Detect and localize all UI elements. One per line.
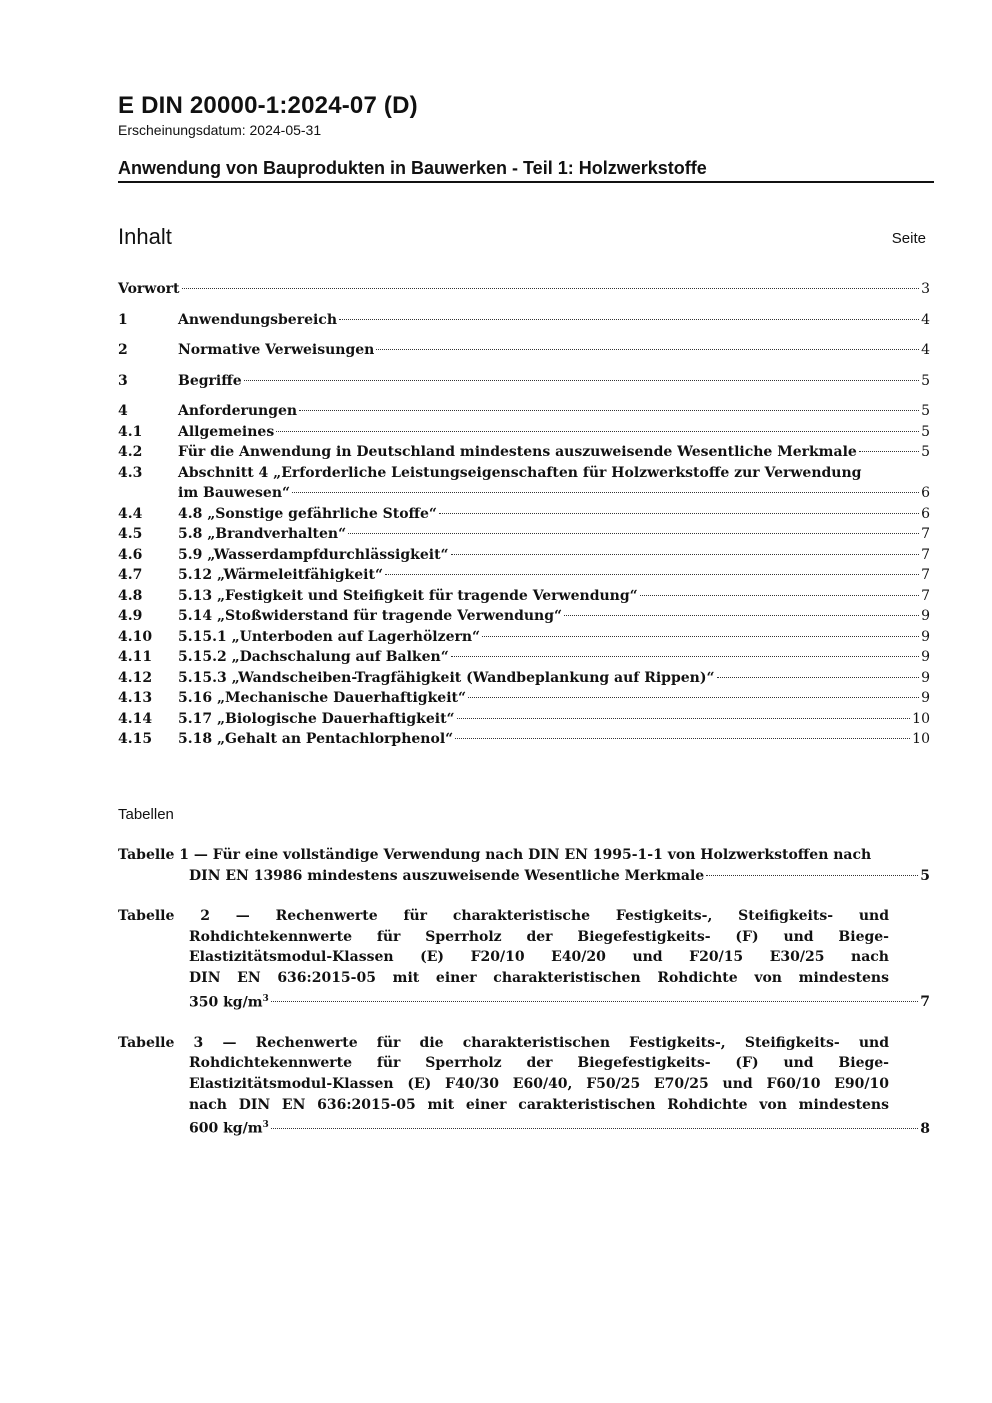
toc-entry[interactable] [118, 504, 930, 525]
leader-dots [640, 595, 919, 596]
table-entry-title-continued: DIN EN 636:2015-05 mit einer charakteristischen Rohdichte von mindestens [189, 969, 889, 986]
toc-entry[interactable] [118, 627, 930, 648]
toc-entry[interactable] [118, 606, 930, 627]
tables-heading: Tabellen [118, 806, 174, 823]
toc-entry[interactable] [118, 545, 930, 566]
leader-dots [348, 533, 919, 534]
leader-dots [292, 492, 919, 493]
table-entry-title-continued [189, 989, 269, 1013]
toc-entry-number: 4.6 [118, 546, 143, 563]
publication-date: Erscheinungsdatum: 2024-05-31 [118, 122, 322, 138]
toc-entry-number: 4.12 [118, 669, 153, 686]
table-entry-page: 7 [920, 994, 930, 1011]
leader-dots [244, 380, 919, 381]
toc-entry-title: 4.8 „Sonstige gefährliche Stoffe“ [178, 505, 437, 522]
table-entry-2[interactable] [118, 906, 930, 1013]
leader-dots [451, 554, 919, 555]
leader-dots [271, 1128, 918, 1129]
document-id: E DIN 20000-1:2024-07 (D) [118, 92, 418, 119]
leader-dots [717, 677, 920, 678]
toc-entry-number: 4.15 [118, 731, 153, 747]
toc-entry-title: 5.16 „Mechanische Dauerhaftigkeit“ [178, 690, 467, 706]
leader-dots [182, 288, 920, 289]
toc-entry-page: 5 [921, 423, 930, 440]
toc-entry[interactable] [118, 422, 930, 443]
toc-entry[interactable] [118, 371, 930, 392]
toc-entry-number: 4.8 [118, 587, 143, 604]
leader-dots [439, 513, 919, 514]
toc-entry-title: 5.17 „Biologische Dauerhaftigkeit“ [178, 710, 455, 727]
toc-entry[interactable] [118, 565, 930, 586]
toc-entry-page: 4 [921, 342, 930, 358]
table-entry-page: 8 [920, 1120, 930, 1137]
table-entry-title-continued [189, 1115, 269, 1139]
toc-entry-page: 5 [921, 372, 930, 389]
toc-entry-page: 9 [921, 669, 930, 686]
toc-entry-page: 9 [921, 628, 930, 645]
toc-entry-page: 10 [912, 710, 930, 727]
toc-entry-title: 5.18 „Gehalt an Pentachlorphenol“ [178, 731, 454, 747]
toc-entry-page: 5 [921, 403, 930, 419]
toc-entry[interactable] [118, 586, 930, 607]
toc-entry[interactable] [118, 340, 930, 361]
toc-entry-number: 4.13 [118, 690, 153, 706]
superscript: 3 [262, 1120, 269, 1131]
toc-entry-number: 4 [118, 403, 128, 419]
toc-entry[interactable] [118, 688, 930, 709]
table-entry-1[interactable] [118, 845, 930, 886]
toc-entry-number: 4.10 [118, 628, 153, 645]
toc-entry-page: 7 [921, 526, 930, 542]
document-subject: Anwendung von Bauprodukten in Bauwerken - Teil 1: Holzwerkstoffe [118, 158, 934, 183]
toc-heading: Inhalt [118, 224, 172, 249]
table-of-contents [118, 279, 930, 750]
toc-entry-number: 3 [118, 372, 128, 389]
toc-entry-title: 5.9 „Wasserdampfdurchlässigkeit“ [178, 546, 449, 563]
toc-entry-title: 5.14 „Stoßwiderstand für tragende Verwendung“ [178, 608, 563, 624]
toc-entry-number: 4.2 [118, 444, 143, 460]
toc-entry-number: 4.4 [118, 505, 143, 522]
toc-entry[interactable] [118, 709, 930, 730]
list-of-tables [118, 845, 930, 1159]
toc-entry[interactable] [118, 463, 930, 504]
toc-entry-page: 7 [921, 546, 930, 563]
table-entry-title-continued: Rohdichtekennwerte für Sperrholz der Biegefestigkeits- (F) und Biege- [189, 928, 889, 945]
toc-entry-number: 4.14 [118, 710, 153, 727]
toc-entry-title: Vorwort [118, 281, 180, 297]
toc-entry[interactable] [118, 729, 930, 750]
toc-entry-title: Normative Verweisungen [178, 342, 375, 358]
toc-entry-title: 5.12 „Wärmeleitfähigkeit“ [178, 567, 383, 583]
toc-entry-title: Allgemeines [178, 423, 275, 440]
toc-entry-page: 9 [921, 690, 930, 706]
table-entry-3[interactable] [118, 1033, 930, 1140]
superscript: 3 [262, 993, 269, 1004]
table-entry-title-continued: Rohdichtekennwerte für Sperrholz der Biegefestigkeits- (F) und Biege- [189, 1055, 889, 1072]
leader-dots [376, 349, 919, 350]
toc-entry-title: Für die Anwendung in Deutschland mindestens auszuweisende Wesentliche Merkmale [178, 444, 857, 460]
leader-dots [339, 319, 919, 320]
toc-entry[interactable] [118, 401, 930, 422]
toc-entry-title: Abschnitt 4 „Erforderliche Leistungseigenschaften für Holzwerkstoffe zur Verwendung [178, 464, 862, 481]
leader-dots [455, 738, 910, 739]
table-entry-title: Tabelle 1 — Für eine vollständige Verwendung nach DIN EN 1995-1-1 von Holzwerkstoffen nach [118, 847, 872, 863]
toc-entry-page: 6 [921, 485, 930, 501]
table-entry-unit: 600 kg/m [189, 1120, 263, 1137]
leader-dots [276, 431, 919, 432]
toc-entry-title: 5.8 „Brandverhalten“ [178, 526, 347, 542]
toc-entry-page: 7 [921, 567, 930, 583]
toc-entry-title: 5.15.3 „Wandscheiben-Tragfähigkeit (Wandbeplankung auf Rippen)“ [178, 669, 715, 686]
leader-dots [271, 1001, 918, 1002]
leader-dots [299, 410, 919, 411]
leader-dots [706, 875, 918, 876]
table-entry-title: Tabelle 2 — Rechenwerte für charakteristische Festigkeits-, Steifigkeits- und [118, 908, 889, 925]
toc-entry-number: 4.11 [118, 649, 153, 665]
toc-entry-number: 1 [118, 311, 128, 328]
leader-dots [564, 615, 919, 616]
leader-dots [451, 656, 919, 657]
toc-entry[interactable] [118, 279, 930, 300]
leader-dots [859, 451, 919, 452]
toc-entry-title: Anforderungen [178, 403, 298, 419]
toc-entry-page: 10 [912, 731, 930, 747]
toc-page-label: Seite [891, 230, 926, 247]
toc-entry-title: 5.15.1 „Unterboden auf Lagerhölzern“ [178, 628, 481, 645]
toc-entry-number: 4.3 [118, 464, 143, 481]
toc-entry-page: 5 [921, 444, 930, 460]
toc-entry-number: 4.5 [118, 526, 143, 542]
toc-entry-title-continued: im Bauwesen“ [178, 485, 291, 501]
table-entry-title-continued: Elastizitätsmodul-Klassen (E) F20/10 E40/20 und F20/15 E30/25 nach [189, 949, 889, 966]
table-entry-title: Tabelle 3 — Rechenwerte für die charakteristischen Festigkeits-, Steifigkeits- und [118, 1034, 889, 1051]
toc-entry[interactable] [118, 668, 930, 689]
toc-entry-title: 5.15.2 „Dachschalung auf Balken“ [178, 649, 449, 665]
leader-dots [468, 697, 919, 698]
table-entry-title-continued: Elastizitätsmodul-Klassen (E) F40/30 E60/40, F50/25 E70/25 und F60/10 E90/10 [189, 1076, 889, 1092]
toc-entry[interactable] [118, 524, 930, 545]
toc-entry-page: 9 [921, 649, 930, 665]
toc-entry-number: 4.9 [118, 608, 143, 624]
leader-dots [482, 636, 919, 637]
toc-entry-title: Begriffe [178, 372, 242, 389]
toc-entry[interactable] [118, 310, 930, 331]
toc-entry-number: 4.1 [118, 423, 143, 440]
toc-entry-title: 5.13 „Festigkeit und Steifigkeit für tragende Verwendung“ [178, 587, 638, 604]
toc-entry-page: 7 [921, 587, 930, 604]
toc-entry[interactable] [118, 647, 930, 668]
table-entry-title-continued: DIN EN 13986 mindestens auszuweisende Wesentliche Merkmale [189, 867, 705, 884]
toc-entry-page: 9 [921, 608, 930, 624]
leader-dots [385, 574, 919, 575]
table-entry-title-continued: nach DIN EN 636:2015-05 mit einer carakteristischen Rohdichte von mindestens [189, 1096, 889, 1113]
table-entry-page: 5 [920, 867, 930, 884]
table-entry-unit: 350 kg/m [189, 994, 263, 1011]
toc-entry-page: 6 [921, 505, 930, 522]
toc-entry-title: Anwendungsbereich [178, 311, 337, 328]
toc-entry[interactable] [118, 442, 930, 463]
toc-entry-number: 4.7 [118, 567, 143, 583]
toc-entry-number: 2 [118, 342, 128, 358]
toc-entry-page: 3 [921, 281, 930, 297]
toc-entry-page: 4 [921, 311, 930, 328]
leader-dots [457, 718, 911, 719]
